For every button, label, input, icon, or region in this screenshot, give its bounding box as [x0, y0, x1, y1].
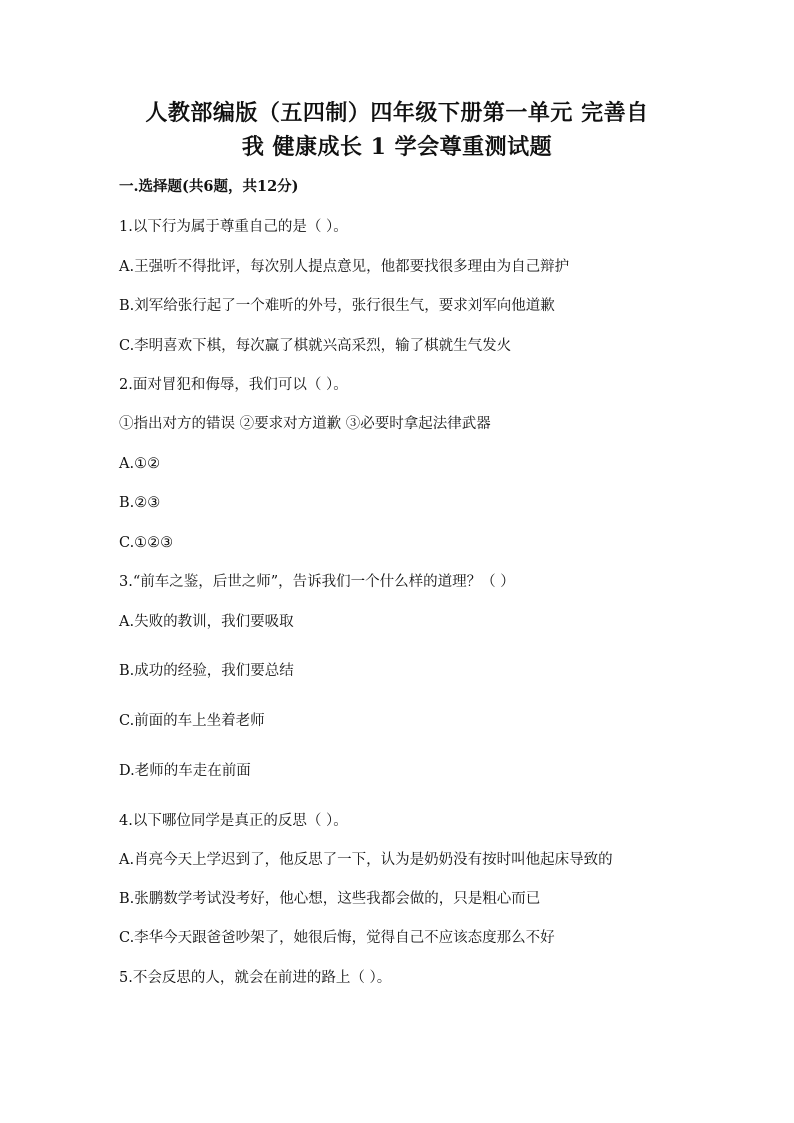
question-2-stem: 2.面对冒犯和侮辱，我们可以（ ）。	[119, 377, 348, 393]
question-1-option-c: C.李明喜欢下棋，每次赢了棋就兴高采烈，输了棋就生气发火	[119, 338, 512, 354]
page-title-line-2: 我 健康成长 1 学会尊重测试题	[241, 134, 553, 160]
section-heading: 一.选择题(共6题，共12分)	[119, 178, 299, 195]
question-1-option-a: A.王强听不得批评，每次别人提点意见，他都要找很多理由为自己辩护	[119, 259, 570, 275]
question-2-option-b: B.②③	[119, 495, 161, 511]
question-2-statements: ①指出对方的错误 ②要求对方道歉 ③必要时拿起法律武器	[119, 416, 491, 432]
question-4-option-a: A.肖亮今天上学迟到了，他反思了一下，认为是奶奶没有按时叫他起床导致的	[119, 852, 613, 868]
question-1-option-b: B.刘军给张行起了一个难听的外号，张行很生气，要求刘军向他道歉	[119, 298, 555, 314]
question-3-option-c: C.前面的车上坐着老师	[119, 713, 265, 729]
question-4-stem: 4.以下哪位同学是真正的反思（ ）。	[119, 813, 348, 829]
question-1-stem: 1.以下行为属于尊重自己的是（ ）。	[119, 219, 348, 235]
question-5-stem: 5.不会反思的人，就会在前进的路上（ ）。	[119, 970, 392, 986]
question-2-option-c: C.①②③	[119, 535, 174, 551]
question-3-option-b: B.成功的经验，我们要总结	[119, 663, 294, 679]
question-4-option-c: C.李华今天跟爸爸吵架了，她很后悔，觉得自己不应该态度那么不好	[119, 930, 555, 946]
question-3-option-d: D.老师的车走在前面	[119, 763, 251, 779]
question-2-option-a: A.①②	[119, 456, 161, 472]
question-3-option-a: A.失败的教训，我们要吸取	[119, 614, 294, 630]
page-title-line-1: 人教部编版（五四制）四年级下册第一单元 完善自	[145, 100, 649, 126]
question-4-option-b: B.张鹏数学考试没考好，他心想，这些我都会做的，只是粗心而已	[119, 891, 541, 907]
question-3-stem: 3.“前车之鉴，后世之师”，告诉我们一个什么样的道理？（ ）	[119, 574, 515, 590]
